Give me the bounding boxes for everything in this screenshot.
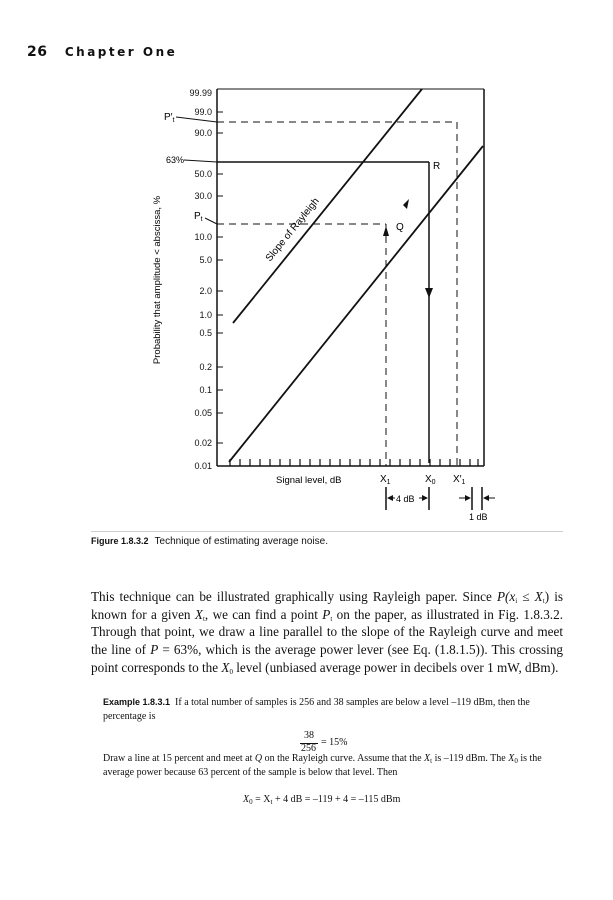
- x1-label: [380, 474, 391, 486]
- y-tick-label: 0.05: [194, 408, 212, 418]
- arrowhead-down: [425, 288, 433, 298]
- point-q-label: Q: [396, 222, 404, 233]
- p1-prime-pointer: [176, 117, 217, 122]
- p1-prime-label: [164, 112, 175, 124]
- p63-label: 63%: [166, 155, 185, 165]
- four-db-label: 4 dB: [396, 494, 415, 504]
- x1-prime-label: [453, 474, 466, 486]
- fraction-result: = 15%: [321, 737, 348, 748]
- caption-rule: [91, 531, 563, 532]
- page-number: 26: [27, 44, 48, 60]
- y-tick-label: 90.0: [194, 128, 212, 138]
- y-tick-label: 0.01: [194, 461, 212, 471]
- one-db-label: 1 dB: [469, 512, 488, 522]
- y-tick-label: 99.99: [189, 88, 212, 98]
- y-tick-label: 0.5: [199, 328, 212, 338]
- x0-label: [425, 474, 436, 486]
- y-tick-label: 99.0: [194, 107, 212, 117]
- figure-caption: [91, 536, 328, 547]
- caption-label: Figure 1.8.3.2: [91, 536, 149, 546]
- x-axis-title: Signal level, dB: [276, 475, 342, 486]
- y-tick-label: 50.0: [194, 169, 212, 179]
- example-label: Example 1.8.3.1: [103, 697, 171, 707]
- example-block: [103, 696, 563, 723]
- example-continuation: Draw a line at 15 percent and meet at Q on the Rayleigh curve. Assume that the $X_t$ is –119 dBm. The $X_0$ is the average power because 63 percent of the sample is below that level. Then: [103, 753, 542, 778]
- fraction-numerator: 38: [304, 730, 314, 741]
- svg-text:X1: $X_1$: [380, 474, 391, 486]
- pt-label: [194, 211, 203, 223]
- body-paragraph: This technique can be illustrated graphically using Rayleigh paper. Since $P(x_i \le X_t)$ is known for a given $X_t$, we can find a point $P_t$ on the paper, as illustrated in Fig. 1.8.3.2. Through that point, we draw a line parallel to the slope of the Rayleigh curve and meet the line of P = 63%, which is the average power lever (see Eq. (1.8.1.5)). This crossing point corresponds to the $X_0$ level (unbiased average power in decibels over 1 mW, dBm).: [91, 589, 564, 676]
- y-tick-label: 2.0: [199, 286, 212, 296]
- y-tick-label: 0.2: [199, 362, 212, 372]
- svg-text:X0: $X_0$: [425, 474, 436, 486]
- point-r-label: R: [433, 161, 441, 172]
- caption-text: Technique of estimating average noise.: [154, 536, 328, 547]
- y-tick-label: 0.02: [194, 438, 212, 448]
- p63-pointer: [184, 160, 217, 162]
- y-axis-title: Probability that amplitude < abscissa, %: [152, 195, 163, 365]
- svg-text:X′1: $X'_1$: [453, 474, 466, 486]
- example-text: If a total number of samples is 256 and 38 samples are below a level –119 dBm, then the percentage is: [103, 697, 530, 722]
- chapter-title: Chapter One: [64, 45, 178, 59]
- arrowhead-x1-up: [383, 226, 389, 236]
- fraction-denominator: 256: [301, 743, 316, 754]
- y-tick-label: 30.0: [194, 191, 212, 201]
- y-tick-label: 1.0: [199, 310, 212, 320]
- y-ticks: [189, 88, 223, 471]
- parallel-line: [229, 146, 483, 462]
- pt-pointer: [205, 218, 217, 224]
- y-tick-label: 5.0: [199, 255, 212, 265]
- x-ticks: [230, 459, 478, 466]
- svg-text:P′t: $P'_t$: [164, 112, 175, 124]
- y-tick-label: 0.1: [199, 385, 212, 395]
- arrowhead-on-line: [403, 199, 409, 209]
- result-equation: $X_0 = X_t + 4$ dB = –119 + 4 = –115 dBm: [243, 794, 401, 806]
- svg-text:Pt: $P_t$: [194, 211, 203, 223]
- rayleigh-slope-line: [233, 89, 422, 323]
- y-tick-label: 10.0: [194, 232, 212, 242]
- slope-label: Slope of Rayleigh: [263, 196, 322, 264]
